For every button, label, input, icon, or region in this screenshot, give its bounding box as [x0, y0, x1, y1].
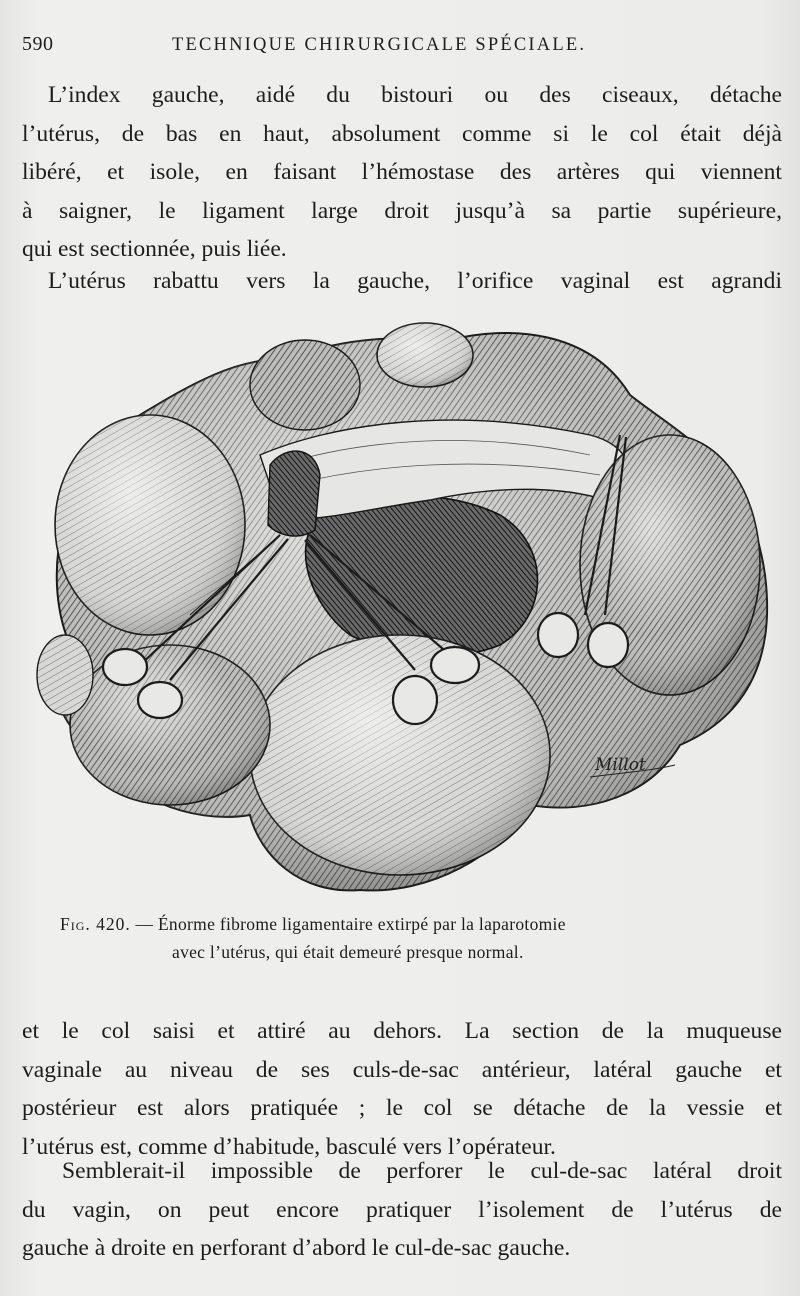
text-line: qui est sectionnée, puis liée. [22, 236, 287, 262]
caption-text-1: — Énorme fibrome ligamentaire extirpé par la laparotomie [135, 914, 566, 934]
text-line: et le col saisi et attiré au dehors. La section de la muqueuse [22, 1018, 782, 1044]
artist-signature: Millot [595, 755, 646, 775]
text-line: Semblerait-il impossible de perforer le cul-de-sac latéral droit [62, 1158, 782, 1184]
text-line: l’utérus, de bas en haut, absolument comme si le col était déjà [22, 120, 782, 147]
text-line: L’utérus rabattu vers la gauche, l’orifice vaginal est agrandi [48, 268, 782, 294]
text-line: vaginale au niveau de ses culs-de-sac antérieur, latéral gauche et [22, 1056, 782, 1083]
figure-caption [60, 910, 760, 966]
paragraph-1 [22, 76, 782, 269]
text-line: postérieur est alors pratiquée ; le col se détache de la vessie et [22, 1095, 782, 1121]
page-header [22, 33, 770, 63]
figure-label: Fig. 420. [60, 914, 131, 934]
page-number: 590 [22, 33, 54, 55]
caption-text-2: avec l’utérus, qui était demeuré presque normal. [172, 942, 524, 962]
text-line: l’utérus est, comme d’habitude, basculé vers l’opérateur. [22, 1133, 556, 1160]
paragraph-3 [22, 1012, 782, 1166]
text-line: L’index gauche, aidé du bistouri ou des ciseaux, détache [48, 82, 782, 108]
tumor-mass [37, 323, 767, 890]
paragraph-2 [22, 262, 782, 301]
text-line: du vagin, on peut encore pratiquer l’isolement de l’utérus de [22, 1196, 782, 1223]
fibroid-engraving [30, 315, 770, 905]
paragraph-4 [22, 1152, 782, 1268]
text-line: libéré, et isole, en faisant l’hémostase des artères qui viennent [22, 159, 782, 185]
text-line: gauche à droite en perforant d’abord le cul-de-sac gauche. [22, 1235, 571, 1261]
figure-illustration [30, 315, 770, 905]
running-title: TECHNIQUE CHIRURGICALE SPÉCIALE. [172, 35, 587, 55]
text-line: à saigner, le ligament large droit jusqu’à sa partie supérieure, [22, 197, 782, 224]
